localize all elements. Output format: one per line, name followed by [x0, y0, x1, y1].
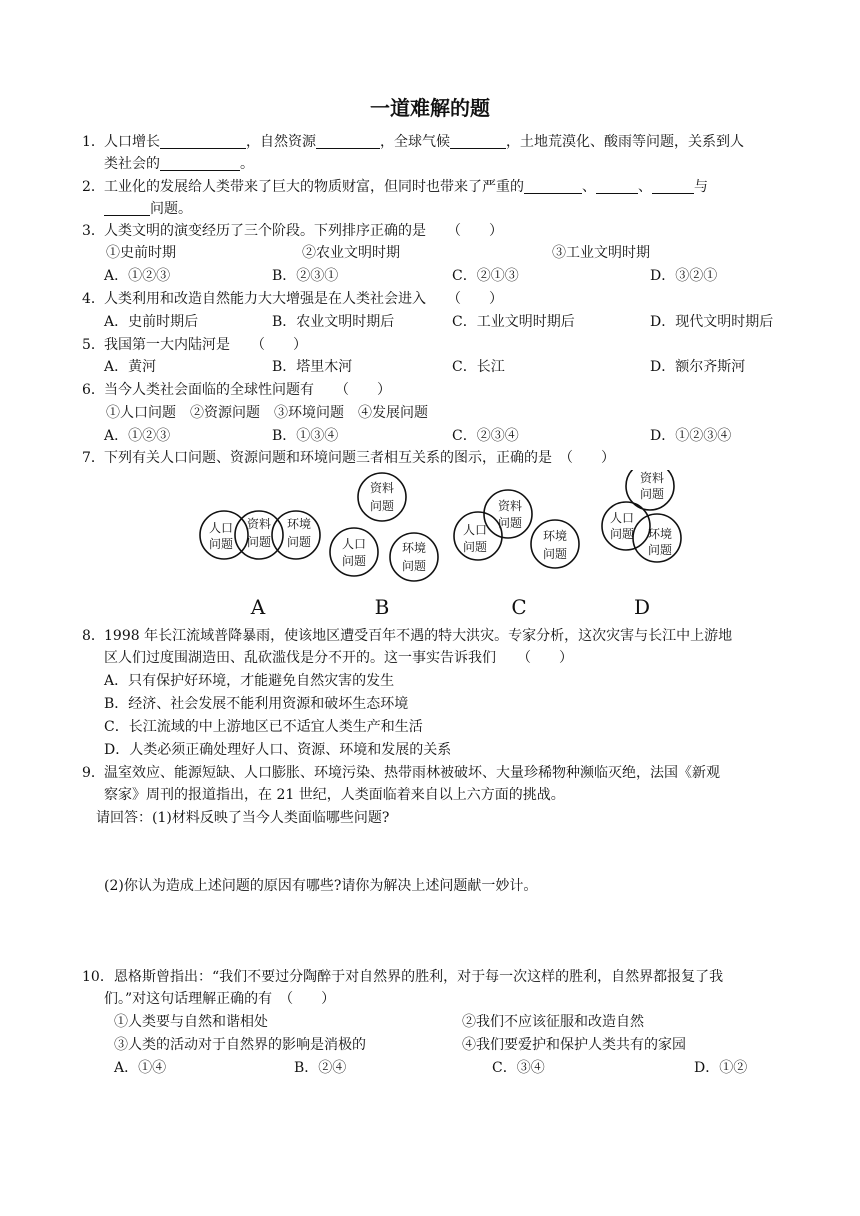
- label-wenti: 问题: [462, 540, 488, 554]
- label-huanjing: 环境: [542, 529, 568, 543]
- label-wenti: 问题: [208, 537, 234, 551]
- label-wenti: 问题: [246, 535, 272, 549]
- q8-option-d[interactable]: D．人类必须正确处理好人口、资源、环境和发展的关系: [104, 742, 452, 758]
- q6-option-a[interactable]: A．①②③: [104, 428, 171, 444]
- label-huanjing: 环境: [647, 527, 673, 541]
- label-renkou: 人口: [462, 523, 488, 537]
- q1-line2: [104, 154, 254, 174]
- figure-label-a: A: [250, 595, 266, 618]
- q3-item: ③工业文明时期: [552, 245, 650, 261]
- q1-text: ，土地荒漠化、酸雨等问题，关系到人: [506, 134, 744, 150]
- venn-diagram-figure: [196, 470, 696, 618]
- label-ziliao: 资料: [246, 517, 272, 531]
- q10-item: ①人类要与自然和谐相处: [114, 1014, 268, 1030]
- q6-number: 6．: [82, 382, 105, 398]
- q10-item: ②我们不应该征服和改造自然: [462, 1014, 644, 1030]
- q6-option-c[interactable]: C．②③④: [452, 428, 519, 444]
- q9-line2: 察家》周刊的报道指出，在 21 世纪，人类面临着来自以上六方面的挑战。: [104, 787, 565, 803]
- q4-number: 4．: [82, 291, 105, 307]
- label-ziliao: 资料: [639, 471, 665, 485]
- q10-item: ③人类的活动对于自然界的影响是消极的: [114, 1037, 366, 1053]
- q6-items: ①人口问题 ②资源问题 ③环境问题 ④发展问题: [106, 405, 428, 421]
- page-title: 一道难解的题: [370, 96, 490, 120]
- label-huanjing: 环境: [401, 541, 427, 555]
- q5-option-a[interactable]: A．黄河: [104, 359, 157, 375]
- label-wenti: 问题: [497, 516, 523, 530]
- q1-text: 人口增长: [104, 134, 160, 150]
- q2-text: 工业化的发展给人类带来了巨大的物质财富，但同时也带来了严重的: [104, 179, 524, 195]
- q5-stem: 我国第一大内陆河是 （ ）: [104, 337, 307, 353]
- label-renkou: 人口: [341, 537, 367, 551]
- q4-option-b[interactable]: B．农业文明时期后: [272, 314, 395, 330]
- q8-option-a[interactable]: A．只有保护好环境，才能避免自然灾害的发生: [104, 673, 395, 689]
- q7-stem: 下列有关人口问题、资源问题和环境问题三者相互关系的图示，正确的是 （ ）: [104, 450, 615, 466]
- q2-line1: [104, 177, 708, 197]
- q8-number: 8．: [82, 628, 105, 644]
- label-ziliao: 资料: [497, 499, 523, 513]
- q9-line1: 温室效应、能源短缺、人口膨胀、环境污染、热带雨林被破坏、大量珍稀物种濒临灭绝，法国《新观: [104, 765, 720, 781]
- q2-blank-3[interactable]: [652, 179, 694, 194]
- q2-number: 2．: [82, 179, 105, 195]
- q9-prompt-1: 请回答：(1)材料反映了当今人类面临哪些问题?: [96, 810, 390, 826]
- q1-text: 类社会的: [104, 156, 160, 172]
- circle-ziliao-c: [484, 490, 532, 538]
- q4-option-d[interactable]: D．现代文明时期后: [650, 314, 774, 330]
- label-wenti: 问题: [542, 547, 568, 561]
- q9-prompt-2: (2)你认为造成上述问题的原因有哪些?请你为解决上述问题献一妙计。: [104, 878, 538, 894]
- q10-option-b[interactable]: B．②④: [294, 1060, 347, 1076]
- label-renkou: 人口: [609, 511, 635, 525]
- q4-option-c[interactable]: C．工业文明时期后: [452, 314, 575, 330]
- q2-blank-1[interactable]: [524, 179, 582, 194]
- q10-option-c[interactable]: C．③④: [492, 1060, 545, 1076]
- q2-text: 、: [582, 179, 596, 195]
- q3-item: ①史前时期: [106, 245, 176, 261]
- q3-option-d[interactable]: D．③②①: [650, 268, 718, 284]
- label-wenti: 问题: [341, 554, 367, 568]
- q3-number: 3．: [82, 223, 105, 239]
- q1-blank-3[interactable]: [450, 134, 506, 149]
- q5-option-c[interactable]: C．长江: [452, 359, 505, 375]
- circle-renkou-d: [602, 502, 650, 550]
- q2-line2: [104, 199, 192, 219]
- q5-number: 5．: [82, 337, 105, 353]
- q2-blank-4[interactable]: [104, 201, 150, 216]
- label-wenti: 问题: [647, 543, 673, 557]
- q1-blank-4[interactable]: [160, 156, 240, 171]
- label-ziliao: 资料: [369, 481, 395, 495]
- q1-blank-1[interactable]: [160, 134, 246, 149]
- q4-option-a[interactable]: A．史前时期后: [104, 314, 199, 330]
- q10-line2: 们。”对这句话理解正确的有 （ ）: [104, 991, 336, 1007]
- label-wenti: 问题: [401, 559, 427, 573]
- q10-line1: 恩格斯曾指出：“我们不要过分陶醉于对自然界的胜利，对于每一次这样的胜利，自然界都报复了我: [114, 969, 724, 985]
- q8-line1: 1998 年长江流域普降暴雨，使该地区遭受百年不遇的特大洪灾。专家分析，这次灾害与长江中上游地: [104, 628, 733, 644]
- q3-item: ②农业文明时期: [302, 245, 400, 261]
- q1-text: ，自然资源: [246, 134, 316, 150]
- q3-option-a[interactable]: A．①②③: [104, 268, 171, 284]
- q2-text: 、: [638, 179, 652, 195]
- q10-item: ④我们要爱护和保护人类共有的家园: [462, 1037, 686, 1053]
- q1-text: ，全球气候: [380, 134, 450, 150]
- q3-stem: 人类文明的演变经历了三个阶段。下列排序正确的是 （ ）: [104, 223, 503, 239]
- q1-blank-2[interactable]: [316, 134, 380, 149]
- q2-text: 与: [694, 179, 708, 195]
- q6-stem: 当今人类社会面临的全球性问题有 （ ）: [104, 382, 391, 398]
- label-wenti: 问题: [609, 527, 635, 541]
- q1-line1: [104, 132, 744, 152]
- label-renkou: 人口: [208, 521, 234, 535]
- q4-stem: 人类利用和改造自然能力大大增强是在人类社会进入 （ ）: [104, 291, 503, 307]
- q8-option-c[interactable]: C．长江流域的中上游地区已不适宜人类生产和生活: [104, 719, 423, 735]
- q6-option-b[interactable]: B．①③④: [272, 428, 339, 444]
- q1-text: 。: [240, 156, 254, 172]
- figure-label-c: C: [511, 595, 527, 618]
- circle-renkou-b: [330, 528, 378, 576]
- q8-line2: 区人们过度围湖造田、乱砍滥伐是分不开的。这一事实告诉我们 （ ）: [104, 650, 573, 666]
- q6-option-d[interactable]: D．①②③④: [650, 428, 732, 444]
- q10-number: 10．: [82, 969, 114, 985]
- q2-text: 问题。: [150, 201, 192, 217]
- q3-option-c[interactable]: C．②①③: [452, 268, 519, 284]
- q9-number: 9．: [82, 765, 105, 781]
- label-huanjing: 环境: [286, 517, 312, 531]
- q2-blank-2[interactable]: [596, 179, 638, 194]
- label-wenti: 问题: [639, 487, 665, 501]
- q1-number: 1．: [82, 134, 105, 150]
- q5-option-d[interactable]: D．额尔齐斯河: [650, 359, 746, 375]
- q10-option-d[interactable]: D．①②: [694, 1060, 748, 1076]
- figure-label-d: D: [633, 595, 651, 618]
- figure-label-b: B: [374, 595, 390, 618]
- q10-option-a[interactable]: A．①④: [114, 1060, 167, 1076]
- q8-option-b[interactable]: B．经济、社会发展不能利用资源和破坏生态环境: [104, 696, 409, 712]
- q5-option-b[interactable]: B．塔里木河: [272, 359, 353, 375]
- label-wenti: 问题: [286, 535, 312, 549]
- q7-number: 7．: [82, 450, 105, 466]
- label-wenti: 问题: [369, 499, 395, 513]
- q3-option-b[interactable]: B．②③①: [272, 268, 339, 284]
